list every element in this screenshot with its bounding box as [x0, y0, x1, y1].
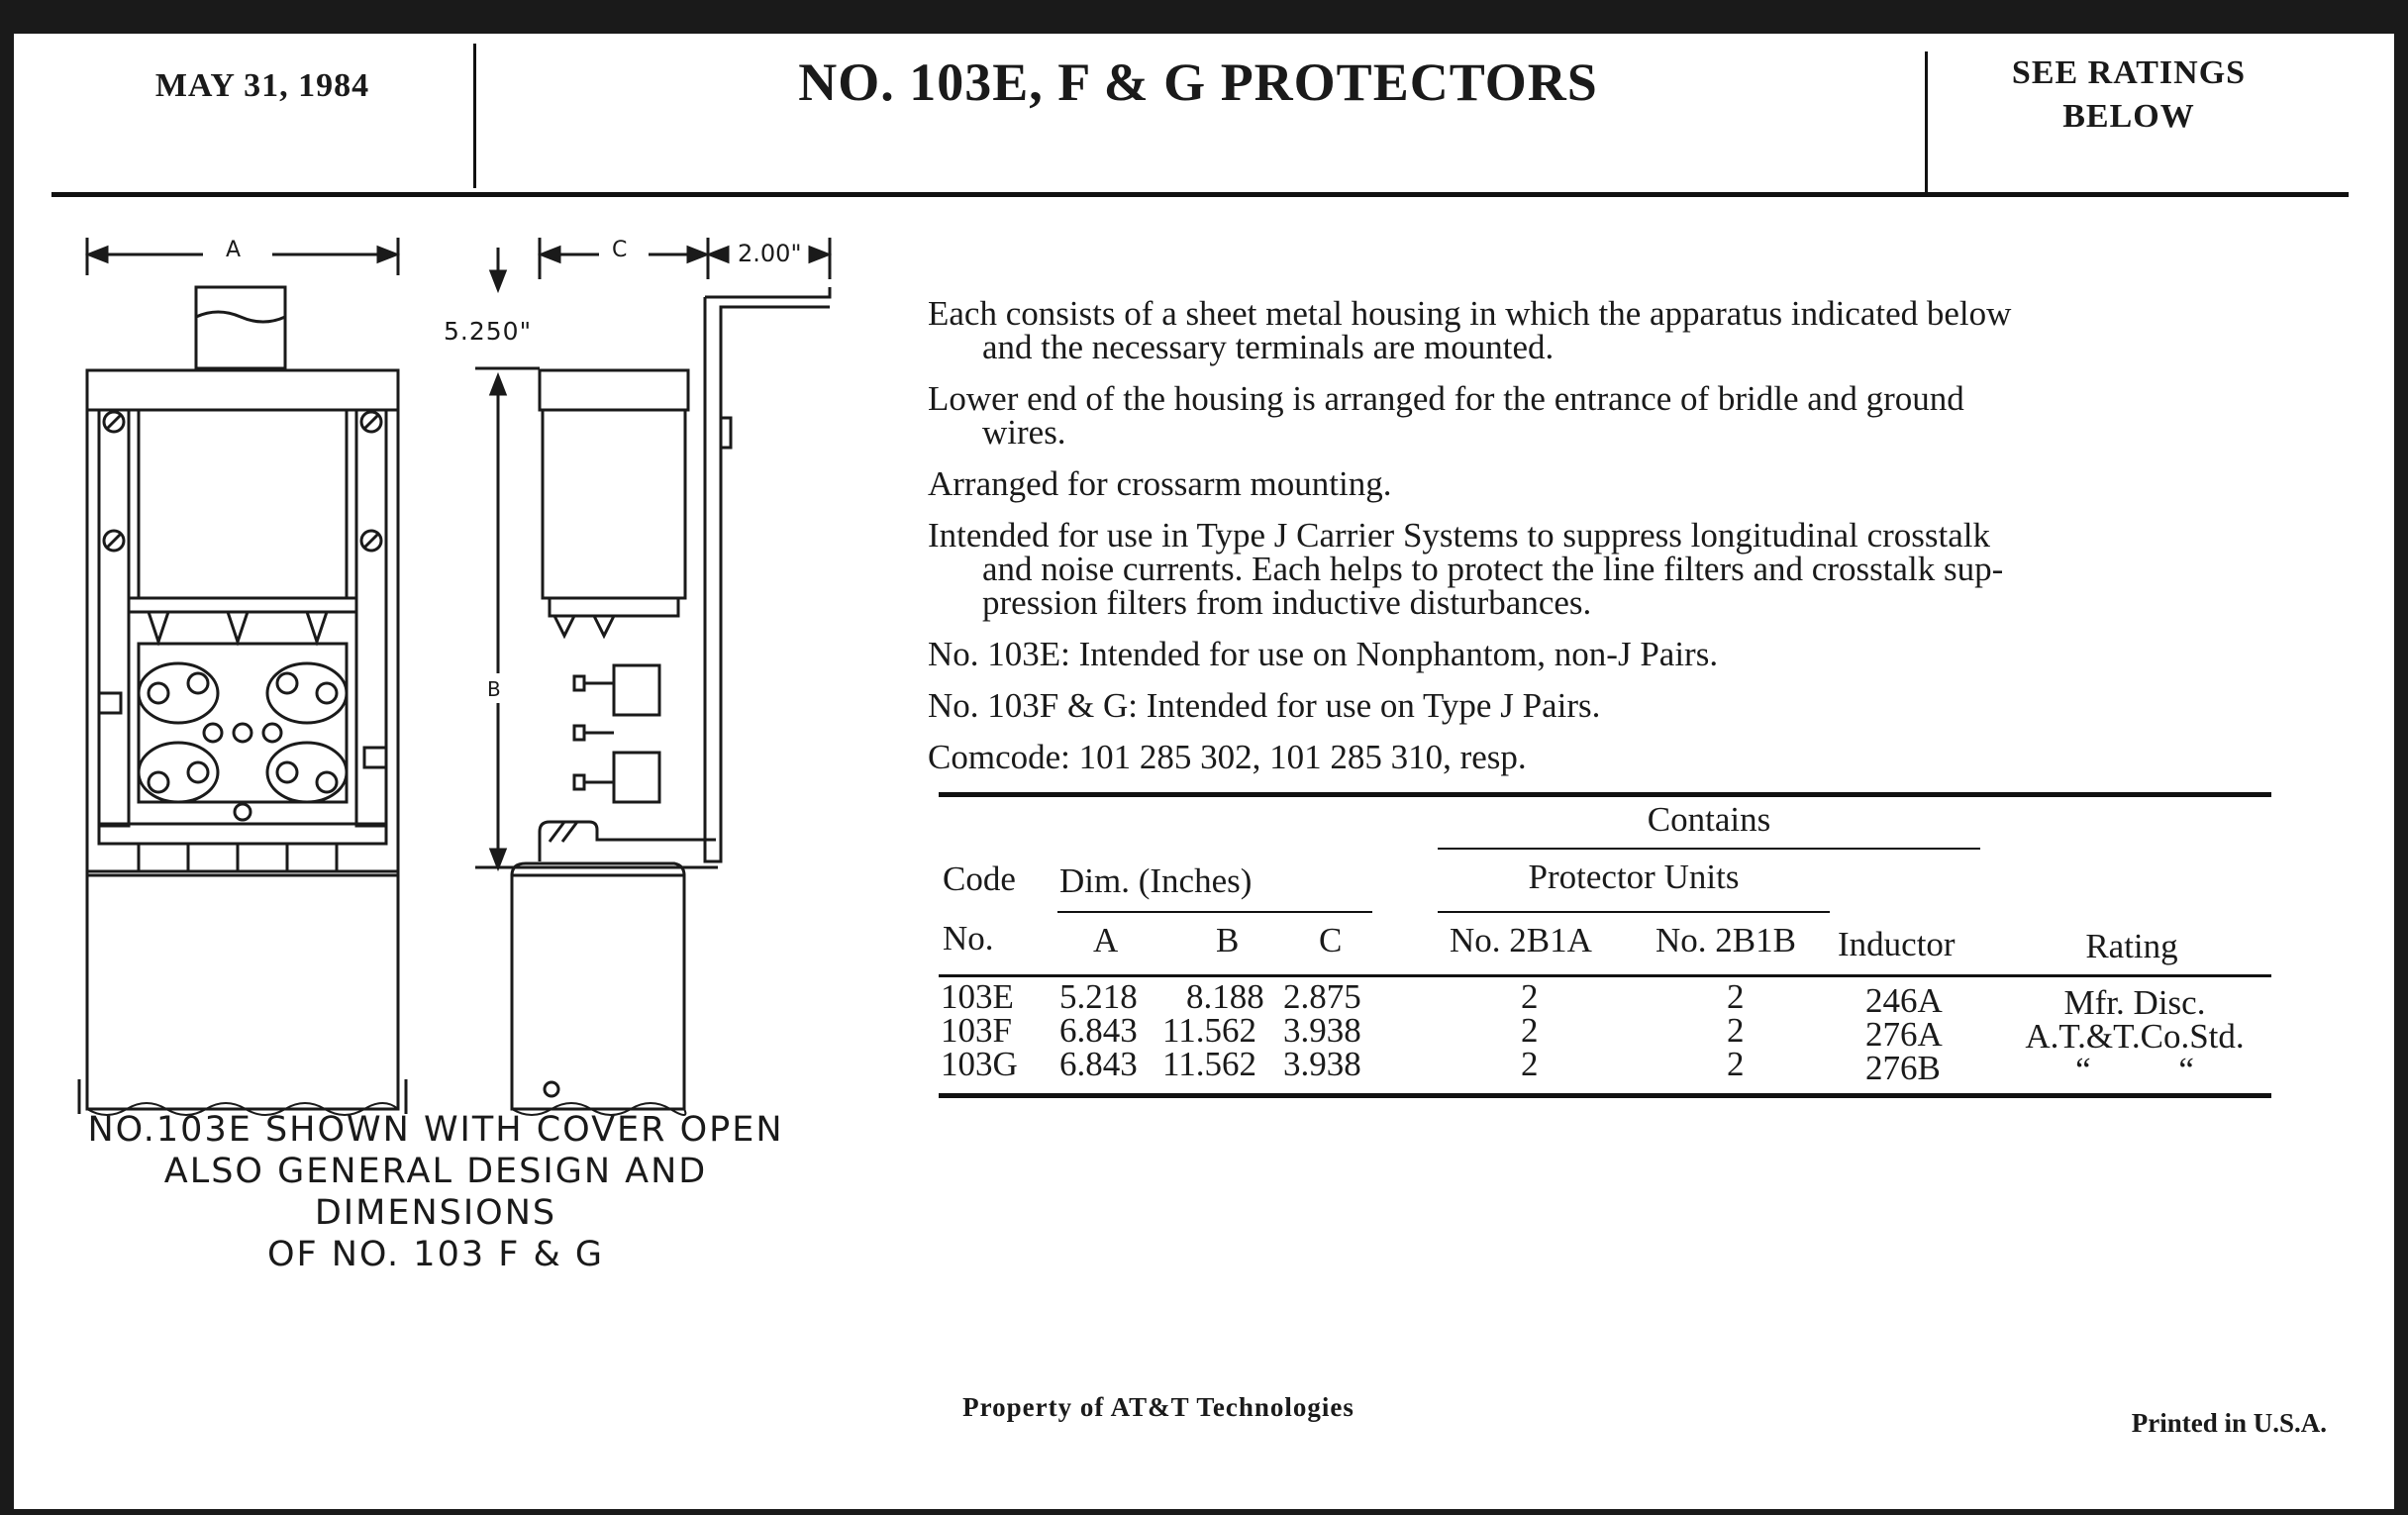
cell-c: 2.875: [1283, 977, 1361, 1016]
footer-printed: Printed in U.S.A.: [2131, 1408, 2327, 1438]
header-col-c: C: [1319, 921, 1343, 960]
paragraph-housing: [928, 294, 2299, 366]
header-protector-units: Protector Units: [1528, 858, 1740, 896]
contains-rule: [1438, 848, 1980, 850]
cell-c: 3.938: [1283, 1045, 1361, 1083]
header-rating: Rating: [2085, 927, 2178, 965]
paragraph-103e: No. 103E: Intended for use on Nonphantom, non-J Pairs.: [928, 635, 1719, 673]
caption-line-1: NO.103E SHOWN WITH COVER OPEN: [87, 1110, 784, 1150]
table-header-rule: [939, 974, 2271, 977]
ratings-line-2: BELOW: [2062, 98, 2195, 135]
header-2b1a: No. 2B1A: [1450, 921, 1592, 960]
paragraph-housing-line-1: Each consists of a sheet metal housing in which the apparatus indicated below: [928, 294, 2012, 333]
paragraph-mounting: Arranged for crossarm mounting.: [928, 464, 1392, 503]
header-2b1b: No. 2B1B: [1656, 921, 1796, 960]
dim-b-label: B: [487, 677, 501, 701]
dimension-a: [87, 238, 398, 275]
cell-rating: “ “: [2075, 1051, 2194, 1089]
table-row: [939, 1011, 2271, 1056]
cell-b: 11.562: [1162, 1011, 1256, 1050]
caption-line-2: ALSO GENERAL DESIGN AND DIMENSIONS: [163, 1152, 708, 1233]
cell-a: 6.843: [1059, 1011, 1138, 1050]
cell-rating: A.T.&T.Co.Std.: [2025, 1017, 2245, 1056]
table-bottom-rule: [939, 1093, 2271, 1098]
cell-code: 103G: [941, 1045, 1018, 1083]
cell-code: 103F: [941, 1011, 1012, 1050]
protector-units-rule: [1438, 911, 1830, 913]
header-dim: Dim. (Inches): [1059, 861, 1253, 900]
cell-c: 3.938: [1283, 1011, 1361, 1050]
protector-drawing: [0, 0, 891, 1168]
header-date: MAY 31, 1984: [154, 67, 370, 104]
footer-property: Property of AT&T Technologies: [962, 1392, 1354, 1422]
ratings-line-1: SEE RATINGS: [2011, 54, 2247, 91]
paragraph-103fg: No. 103F & G: Intended for use on Type J Pairs.: [928, 686, 1601, 725]
header-no: No.: [943, 919, 994, 958]
front-view: [79, 287, 406, 1115]
cell-2b1a: 2: [1521, 1011, 1539, 1050]
cell-inductor: 276A: [1865, 1015, 1943, 1054]
table-row: [939, 977, 2271, 1022]
cell-rating: Mfr. Disc.: [2063, 983, 2206, 1022]
header-inductor: Inductor: [1838, 925, 1956, 963]
paragraph-intended-use-line-2: and noise currents. Each helps to protect the line filters and crosstalk sup-: [982, 550, 2004, 588]
cell-b: 11.562: [1162, 1045, 1256, 1083]
table-row: [939, 1045, 2271, 1089]
paragraph-intended-use-line-3: pression filters from inductive disturbances.: [982, 583, 1592, 622]
cell-inductor: 246A: [1865, 981, 1943, 1020]
cell-2b1a: 2: [1521, 1045, 1539, 1083]
paragraph-housing-line-2: and the necessary terminals are mounted.: [982, 328, 1555, 366]
side-view: [512, 287, 830, 1115]
header-contains: Contains: [1647, 800, 1771, 839]
dim-c-label: C: [612, 238, 628, 262]
cell-2b1b: 2: [1727, 1045, 1745, 1083]
paragraph-lower-end-line-2: wires.: [982, 413, 1066, 452]
dim-5250-label: 5.250": [444, 317, 533, 346]
paragraph-intended-use-line-1: Intended for use in Type J Carrier Systems to suppress longitudinal crosstalk: [928, 516, 1990, 555]
cell-a: 5.218: [1059, 977, 1138, 1016]
cell-code: 103E: [941, 977, 1014, 1016]
header-divider-right: [1925, 51, 1928, 196]
dim-rule: [1057, 911, 1372, 913]
header-code: Code: [943, 859, 1016, 898]
cell-2b1b: 2: [1727, 977, 1745, 1016]
cell-b: 8.188: [1186, 977, 1264, 1016]
paragraph-comcode: Comcode: 101 285 302, 101 285 310, resp.: [928, 738, 1527, 776]
header-col-a: A: [1093, 921, 1119, 960]
cell-2b1b: 2: [1727, 1011, 1745, 1050]
cell-a: 6.843: [1059, 1045, 1138, 1083]
paragraph-lower-end: [928, 379, 2299, 452]
table-top-rule: [939, 792, 2271, 797]
header-ratings-note: [1931, 51, 2327, 139]
dim-2-label: 2.00": [738, 240, 802, 267]
header-col-b: B: [1216, 921, 1240, 960]
cell-2b1a: 2: [1521, 977, 1539, 1016]
dim-a-label: A: [226, 238, 242, 262]
figure-caption: [40, 1109, 832, 1275]
paragraph-lower-end-line-1: Lower end of the housing is arranged for the entrance of bridle and ground: [928, 379, 1964, 418]
cell-inductor: 276B: [1865, 1049, 1941, 1087]
page-title: NO. 103E, F & G PROTECTORS: [798, 52, 1598, 112]
caption-line-3: OF NO. 103 F & G: [266, 1235, 605, 1274]
paragraph-intended-use: [928, 516, 2299, 622]
